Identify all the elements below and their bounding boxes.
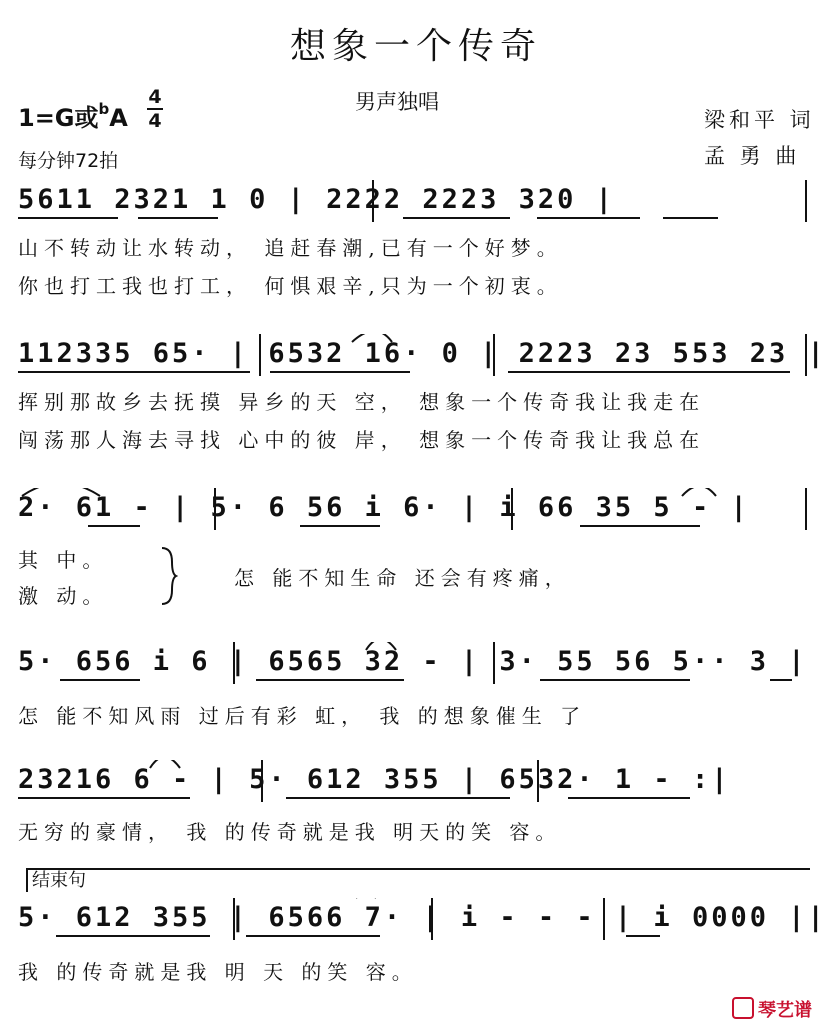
coda-label: 结束句: [32, 870, 86, 891]
lyric-verse-2: 闯荡那人海去寻找 心中的彼 岸， 想象一个传奇我让我总在: [18, 428, 706, 452]
watermark-text: 琴艺谱: [758, 1000, 812, 1021]
lyric-verse-2: 你也打工我也打工， 何惧艰辛,只为一个初衷。: [18, 274, 563, 298]
lyric-verse-1: 挥别那故乡去抚摸 异乡的天 空， 想象一个传奇我让我走在: [18, 390, 706, 414]
verse-brace: [158, 546, 178, 606]
page-title: 想象一个传奇: [289, 26, 542, 67]
logo-icon: [732, 997, 754, 1019]
notation-line: 23216 6 - | 5· 612 355 | 6532· 1 - :|: [18, 764, 731, 795]
notation-line: 112335 65· | 6532 16· 0 | 2223 23 553 23 |: [18, 338, 827, 369]
composer-credit: 孟 勇 曲: [704, 144, 801, 168]
notation-line: 5· 612 355 | 6566 7· | i - - - | i 0000 ||: [18, 902, 827, 933]
lyric-verse-1: 无穷的豪情， 我 的传奇就是我 明天的笑 容。: [18, 820, 562, 844]
notation-line: 5611 2321 1 0 | 2222 2223 320 |: [18, 184, 615, 215]
key-prefix: 1=G或: [18, 104, 99, 132]
lyric-verse-1: 山不转动让水转动， 追赶春潮,已有一个好梦。: [18, 236, 563, 260]
key-signature: [18, 98, 128, 133]
key-suffix: A: [109, 104, 128, 132]
coda-bracket: [26, 868, 810, 892]
tempo-marking: 每分钟72拍: [18, 150, 119, 172]
lyricist-credit: 梁和平 词: [704, 108, 815, 132]
underlines: [0, 898, 832, 958]
watermark: [732, 996, 812, 1022]
lyric-verse-1: 怎 能不知风雨 过后有彩 虹， 我 的想象催生 了: [18, 704, 587, 728]
time-signature-bottom: 4: [148, 110, 162, 132]
lyric-shared-line: 怎 能不知生命 还会有疼痛，: [234, 566, 571, 590]
underlines: [0, 334, 832, 394]
notation-line: 2· 61 - | 5· 6 56 i 6· | i 66 35 5 - |: [18, 492, 750, 523]
lyric-verse-1: 我 的传奇就是我 明 天 的笑 容。: [18, 960, 418, 984]
underlines: [0, 180, 832, 240]
credits: [704, 102, 815, 174]
time-signature-top: 4: [148, 86, 162, 108]
underlines: [0, 642, 832, 702]
notation-line: 5· 656 i 6 | 6565 32 - | 3· 55 56 5·· 3 |: [18, 646, 808, 677]
flat-sign: b: [98, 100, 110, 118]
underlines: [0, 760, 832, 820]
underlines: [0, 488, 832, 548]
time-signature: [146, 86, 164, 132]
performance-type: 男声独唱: [355, 90, 439, 114]
lyric-verse-2: 激 动。: [18, 584, 109, 608]
lyric-verse-1: 其 中。: [18, 548, 109, 572]
